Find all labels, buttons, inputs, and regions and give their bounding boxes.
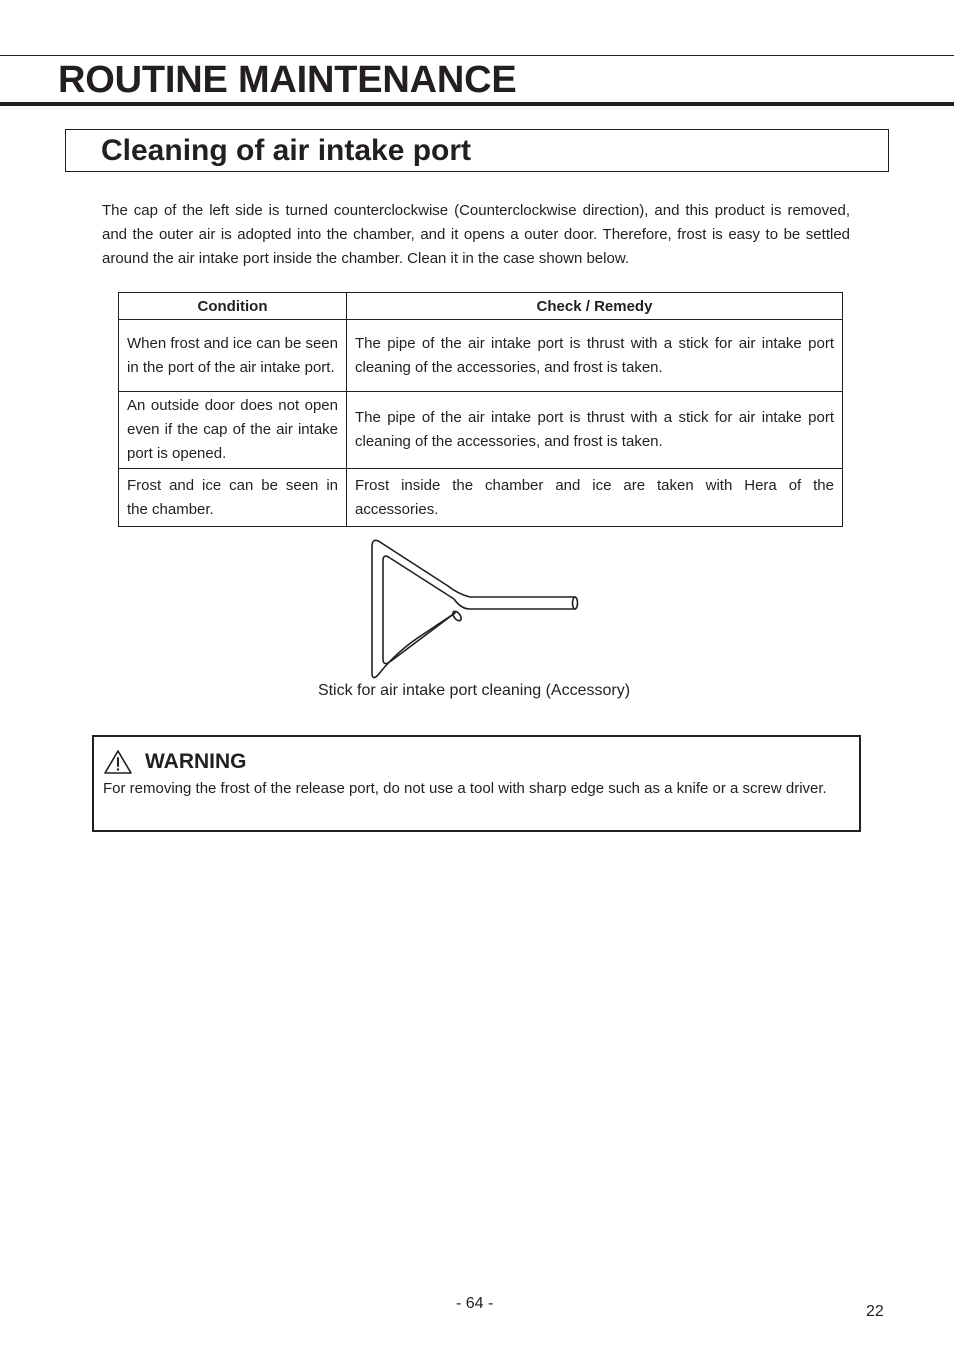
- warning-header: [103, 748, 247, 776]
- remedy-cell: The pipe of the air intake port is thrust with a stick for air intake port cleaning of the accessories, and frost is taken.: [347, 392, 843, 469]
- condition-cell: An outside door does not open even if the cap of the air intake port is opened.: [119, 392, 347, 469]
- warning-text: For removing the frost of the release port, do not use a tool with sharp edge such as a knife or a screw driver.: [103, 780, 827, 797]
- page-number: - 64 -: [456, 1295, 494, 1312]
- condition-cell: When frost and ice can be seen in the port of the air intake port.: [119, 320, 347, 392]
- table-header-row: [119, 293, 843, 320]
- table-row: [119, 469, 843, 527]
- corner-page-number: 22: [866, 1303, 884, 1320]
- figure-caption: Stick for air intake port cleaning (Accessory): [317, 682, 631, 699]
- page-title: ROUTINE MAINTENANCE: [58, 59, 517, 101]
- table-row: [119, 320, 843, 392]
- top-rule: [0, 55, 954, 56]
- condition-remedy-table: [118, 292, 843, 527]
- condition-cell: Frost and ice can be seen in the chamber.: [119, 469, 347, 527]
- section-header-box: [65, 129, 889, 172]
- warning-title: WARNING: [145, 750, 247, 773]
- warning-box: [92, 735, 861, 832]
- cleaning-stick-illustration: [366, 535, 582, 683]
- warning-triangle-icon: [103, 749, 133, 775]
- title-underline: [0, 102, 954, 106]
- section-title: Cleaning of air intake port: [101, 134, 472, 167]
- remedy-cell: The pipe of the air intake port is thrust with a stick for air intake port cleaning of the accessories, and frost is taken.: [347, 320, 843, 392]
- table-row: [119, 392, 843, 469]
- column-header-condition: Condition: [119, 293, 347, 320]
- column-header-remedy: Check / Remedy: [347, 293, 843, 320]
- remedy-cell: Frost inside the chamber and ice are taken with Hera of the accessories.: [347, 469, 843, 527]
- intro-paragraph: The cap of the left side is turned counterclockwise (Counterclockwise direction), and this product is removed, and the outer air is adopted into the chamber, and it opens a outer door. Therefore, frost is easy to be settled around the air intake port inside the chamber. Clean it in the case shown below.: [102, 202, 850, 267]
